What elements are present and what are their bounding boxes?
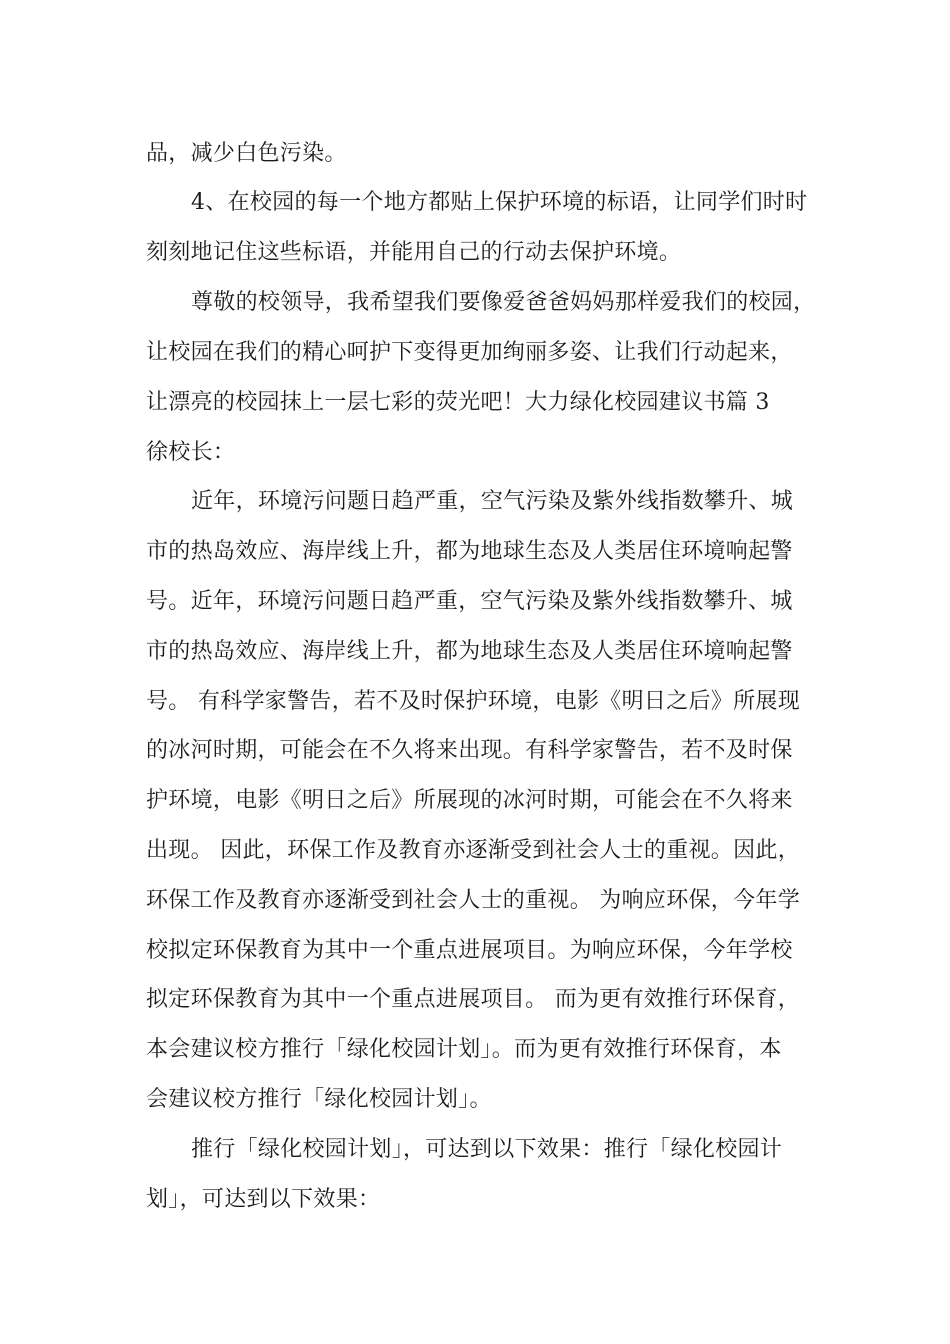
text-line: 校拟定环保教育为其中一个重点进展项目。为响应环保，今年学校: [146, 938, 793, 963]
text-line: 拟定环保教育为其中一个重点进展项目。 而为更有效推行环保育，: [146, 987, 800, 1012]
text-line: 出现。 因此，环保工作及教育亦逐渐受到社会人士的重视。因此，: [146, 838, 800, 863]
paragraph-start-line: 推行「绿化校园计划」，可达到以下效果：推行「绿化校园计: [191, 1137, 783, 1162]
text-line: 护环境，电影《明日之后》所展现的冰河时期，可能会在不久将来: [146, 788, 793, 813]
text-line: 环保工作及教育亦逐渐受到社会人士的重视。 为响应环保，今年学: [146, 888, 800, 913]
text-line: 号。 有科学家警告，若不及时保护环境，电影《明日之后》所展现: [146, 689, 800, 714]
text-line: 市的热岛效应、海岸线上升，都为地球生态及人类居住环境响起警: [146, 539, 793, 564]
text-line: 让校园在我们的精心呵护下变得更加绚丽多姿、让我们行动起来，: [146, 340, 793, 365]
text-line: 刻刻地记住这些标语，并能用自己的行动去保护环境。: [146, 240, 682, 265]
paragraph-start-line: 近年，环境污问题日趋严重，空气污染及紫外线指数攀升、城: [191, 489, 794, 514]
text-line: 让漂亮的校园抹上一层七彩的荧光吧！大力绿化校园建议书篇 3: [146, 390, 770, 415]
text-line: 会建议校方推行「绿化校园计划」。: [146, 1087, 492, 1112]
text-line: 本会建议校方推行「绿化校园计划」。而为更有效推行环保育，本: [146, 1037, 782, 1062]
text-line: 划」，可达到以下效果：: [146, 1187, 381, 1212]
salutation-line: 徐校长：: [146, 440, 236, 465]
paragraph-start-line: 尊敬的校领导，我希望我们要像爱爸爸妈妈那样爱我们的校园，: [191, 290, 816, 315]
text-line: 的冰河时期，可能会在不久将来出现。有科学家警告，若不及时保: [146, 738, 793, 763]
text-line: 号。近年，环境污问题日趋严重，空气污染及紫外线指数攀升、城: [146, 589, 793, 614]
text-line: 品，减少白色污染。: [146, 141, 347, 166]
text-line: 市的热岛效应、海岸线上升，都为地球生态及人类居住环境响起警: [146, 639, 793, 664]
paragraph-start-line: 4、在校园的每一个地方都贴上保护环境的标语，让同学们时时: [191, 190, 808, 215]
